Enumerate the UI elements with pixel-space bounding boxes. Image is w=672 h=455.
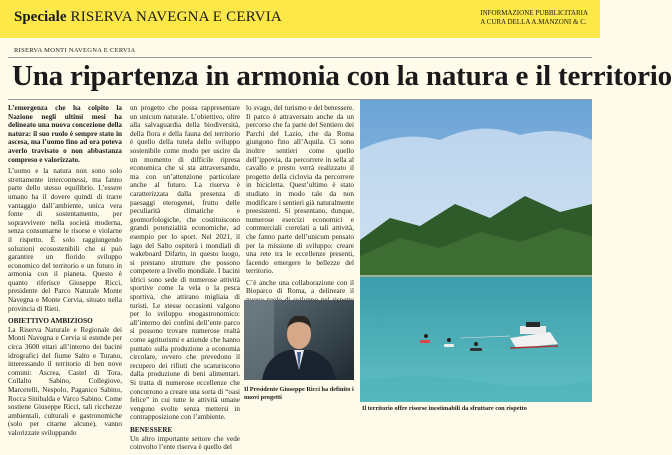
article-column-2 bbox=[130, 104, 240, 455]
banner-title bbox=[14, 9, 282, 26]
article-column-3 bbox=[246, 104, 354, 298]
section-banner bbox=[0, 0, 600, 38]
banner-section-title: RISERVA NAVEGNA E CERVIA bbox=[70, 9, 282, 25]
banner-note-line1: INFORMAZIONE PUBBLICITARIA bbox=[480, 9, 588, 17]
article-paragraph: C’è anche una collaborazione con il Bioparco di Roma, a delineare il bbox=[246, 278, 354, 296]
article-paragraph: un progetto che possa rappresentare un unicum naturale. L’obiettivo, oltre alla salvaguardia della biodiversità, della flora e della fauna del territorio è quello della tutela dello sviluppo sostenibile come modo per uscire da un momento di difficile ripresa economica che si sta attraversando, ma con un’attenzione particolare anche al futuro. La riserva è caratterizzata dalla presenza di paesaggi eterogenei, frutto delle peculiarità climatiche e geomorfologiche, che costituiscono grandi potenzialità economiche, ad esempio per lo sport. Nel 2021, il lago del Salto ospiterà i mondiali di wakeboard Difarto, in questo luogo, si prestano strutture che possono competere a livello mondiale. I bacini idrici sono sede di numerose attività sportive come la vela o la pesca sportiva, che attirano migliaia di turisti. Le stesse occasioni valgono per lo sviluppo enogastronomico: all’interno dei confini dell’ente parco si possono trovare numerose realtà come agriturismi e aziende che hanno puntato sulla produzione a economia circolare, ovvero che prevedono il recupero dei rifiuti che scaturiscono dalla produzione di beni alimentari. Si tratta di numerose eccellenze che concorrono a creare una sorta di “oasi felice” in cui tutte le attività umane vengono svolte senza mettersi in contrapposizione con l’ambiente. bbox=[130, 104, 240, 422]
article-paragraph: L’uomo e la natura non sono solo strettamente interconnessi, ma fanno parte dello stesso equilibrio. L’essere umano ha il dovere quindi di trarre vantaggio dall’ambiente, unica vera fonte di sostentamento, per sopravvivere nella società moderna, senza consumarne le risorse e violarne il rispetto. È solo raggiungendo soluzioni ecosostenibili che si può garantire un florido sviluppo economico del territorio e un futuro in armonia con il pianeta. Questo è quanto riferisce Giuseppe Ricci, presidente del Parco Naturale Monte Navegna e Monte Cervia, situato nella provincia di Rieti. bbox=[8, 167, 122, 313]
lake-caption: Il territorio offre risorse inestimabili da sfruttare con rispetto bbox=[362, 405, 527, 412]
subheader: RISERVA MONTI NAVEGNA E CERVIA bbox=[14, 47, 136, 54]
article-paragraph: Un altro importante settore che vede coinvolto l’ente riserva è quello del bbox=[130, 434, 240, 452]
president-portrait-photo bbox=[244, 300, 354, 380]
article-lead: L’emergenza che ha colpito la Nazione negli ultimi mesi ha delineato una nuova concezione della natura: il suo ruolo è sempre stato in ascesa, ma l’uomo fino ad ora poteva averlo travisato o non abbastanza compreso e valorizzato. bbox=[8, 104, 122, 164]
article-paragraph: lo svago, del turismo e del benessere. Il parco è attraversato anche da un percorso che fa parte del Sentiero dei Parchi del Lazio, che da Roma giungono fino all’Aquila. Ci sono inoltre sentieri come quello dell’ippovia, da percorrere in sella al cavallo e presto verrà realizzato il progetto della ciclovia da percorrere in bicicletta. Quest’ultimo è stato studiato in modo tale da non modificare i sentieri già naturalmente preesistenti. Si presentano, dunque, numerose esercizi economici e commerciali correlati a tali attività, che fanno parte dell’unicum pensato per la missione di sviluppo: creare una rete tra le eccellenze presenti, facendo emergere le bellezze del territorio. bbox=[246, 104, 354, 276]
section-heading-obiettivo: OBIETTIVO AMBIZIOSO bbox=[8, 317, 93, 326]
page-headline: Una ripartenza in armonia con la natura e il territorio bbox=[12, 60, 672, 92]
banner-section-label: Speciale bbox=[14, 9, 67, 25]
article-paragraph: La Riserva Naturale e Regionale dei Monti Navegna e Cervia si estende per circa 3600 ettari all’interno dei bacini idrografici del fiume Salto e Turano, interessando il territorio di ben nove comuni: Ascrea, Castel di Tora, Collalto Sabino, Collegiove, Marcetelli, Nespolo, Paganico Sabino, Rocca Sinibalda e Varco Sabino. Come sostiene Giuseppe Ricci, tali ricchezze ambientali, culturali e gastronomiche (solo per citarne alcune), vanno valorizzate sviluppando bbox=[8, 325, 122, 437]
article-column-1 bbox=[8, 104, 122, 441]
section-heading-benessere: BENESSERE bbox=[130, 425, 173, 434]
banner-publisher-note bbox=[480, 9, 588, 27]
divider-top bbox=[8, 57, 592, 58]
lake-photo bbox=[360, 100, 592, 402]
banner-note-line2: A CURA DELLA A.MANZONI & C. bbox=[480, 18, 587, 26]
portrait-caption: Il Presidente Giuseppe Ricci ha definito i nuovi progetti bbox=[244, 386, 354, 401]
